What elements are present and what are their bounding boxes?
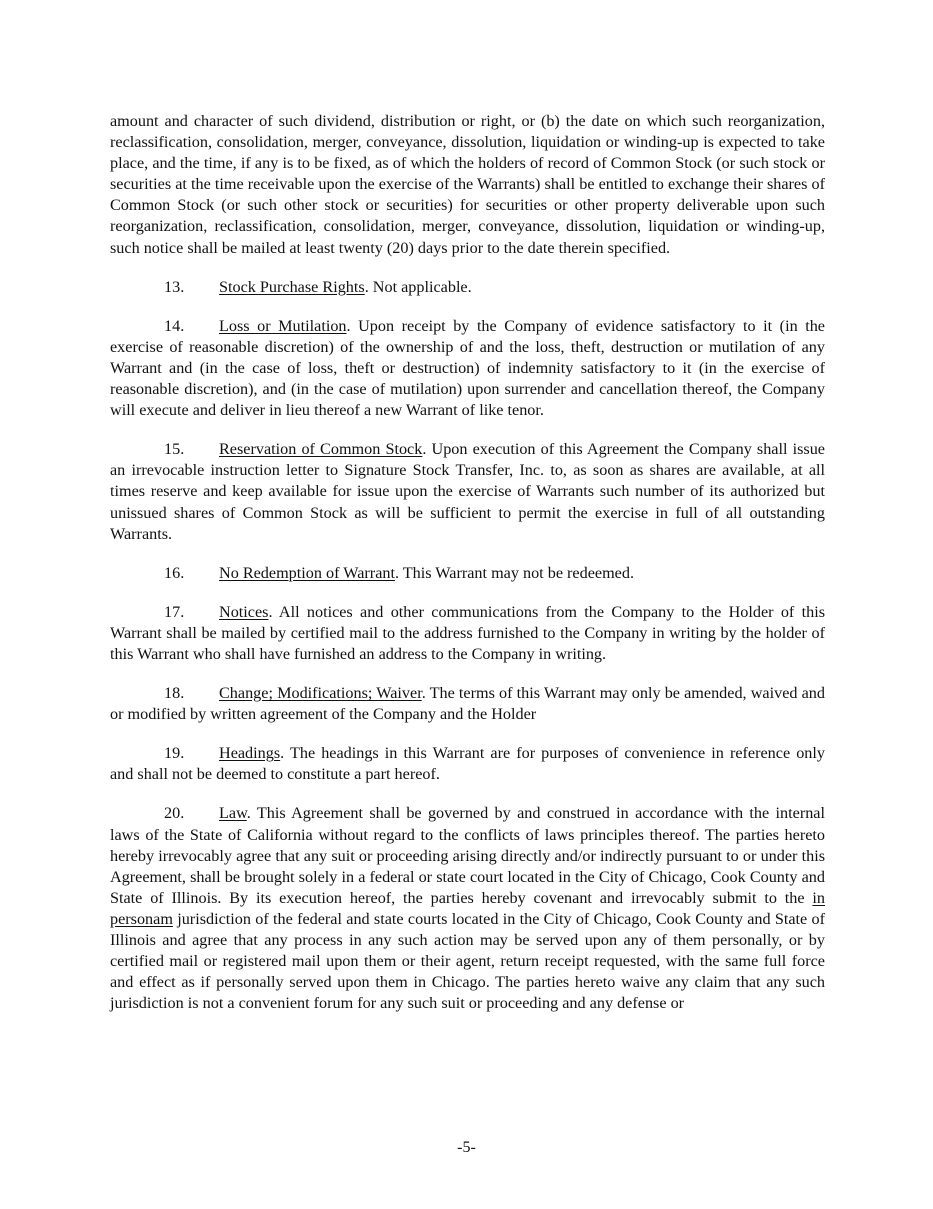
section-number: 14. [164, 316, 185, 335]
section-text: . The headings in this Warrant are for purposes of convenience in reference only and shall not be deemed to constitute a part hereof. [110, 744, 825, 784]
section-heading: Notices [219, 602, 269, 621]
section-20 [110, 803, 825, 1014]
document-body [110, 111, 825, 1032]
section-15 [110, 439, 825, 544]
section-number: 13. [164, 277, 185, 296]
section-number: 20. [164, 804, 185, 823]
section-text-after: jurisdiction of the federal and state courts located in the City of Chicago, Cook County and State of Illinois and agree that any process in any such action may be served upon any of them personally, or by certified mail or registered mail upon them or their agent, return receipt requested, with the same full force and effect as if personally served upon them in Chicago. The parties hereto waive any claim that any such jurisdiction is not a convenient forum for any such suit or proceeding and any defense or [110, 909, 825, 1013]
section-text: . Upon execution of this Agreement the Company shall issue an irrevocable instruction letter to Signature Stock Transfer, Inc. to, as soon as shares are available, at all times reserve and keep available for issue upon the exercise of Warrants such number of its authorized but unissued shares of Common Stock as will be sufficient to permit the exercise in full of all outstanding Warrants. [110, 440, 825, 543]
section-heading: Change; Modifications; Waiver [219, 684, 422, 703]
section-text: . Not applicable. [364, 277, 472, 296]
continuation-paragraph: amount and character of such dividend, distribution or right, or (b) the date on which such reorganization, reclassification, consolidation, merger, conveyance, dissolution, liquidation or winding-up is expected to take place, and the time, if any is to be fixed, as of which the holders of record of Common Stock (or such stock or securities at the time receivable upon the exercise of the Warrants) shall be entitled to exchange their shares of Common Stock (or such other stock or securities) for securities or other property deliverable upon such reorganization, reclassification, consolidation, merger, conveyance, dissolution, liquidation or winding-up, such notice shall be mailed at least twenty (20) days prior to the date therein specified. [110, 112, 825, 257]
section-number: 19. [164, 744, 185, 763]
section-heading: No Redemption of Warrant [219, 563, 395, 582]
section-number: 18. [164, 684, 185, 703]
section-text: . Upon receipt by the Company of evidence satisfactory to it (in the exercise of reasonable discretion) of the ownership of and the loss, theft, destruction or mutilation of any Warrant and (in the case of loss, theft or destruction) of indemnity satisfactory to it (in the exercise of reasonable discretion), and (in the case of mutilation) upon surrender and cancellation thereof, the Company will execute and deliver in lieu thereof a new Warrant of like tenor. [110, 316, 825, 420]
section-18 [110, 683, 825, 725]
section-13 [110, 277, 825, 298]
section-number: 17. [164, 602, 185, 621]
section-text: . The terms of this Warrant may only be amended, waived and or modified by written agreement of the Company and the Holder [110, 684, 825, 724]
section-heading: Stock Purchase Rights [219, 277, 365, 296]
in-personam-phrase: in personam [110, 888, 825, 928]
section-heading: Loss or Mutilation [219, 316, 347, 335]
section-19 [110, 743, 825, 785]
section-17 [110, 602, 825, 665]
section-text: . All notices and other communications from the Company to the Holder of this Warrant shall be mailed by certified mail to the address furnished to the Company in writing by the holder of this Warrant who shall have furnished an address to the Company in writing. [110, 602, 825, 663]
section-number: 16. [164, 563, 185, 582]
section-text: . This Warrant may not be redeemed. [394, 563, 635, 582]
section-text-before: . This Agreement shall be governed by and construed in accordance with the internal laws of the State of California without regard to the conflicts of laws principles thereof. The parties hereto hereby irrevocably agree that any suit or proceeding arising directly and/or indirectly pursuant to or under this Agreement, shall be brought solely in a federal or state court located in the City of Chicago, Cook County and State of Illinois. By its execution hereof, the parties hereby covenant and irrevocably submit to the [110, 804, 825, 907]
page-number: -5- [457, 1139, 476, 1156]
section-16 [110, 563, 825, 584]
section-14 [110, 316, 825, 421]
section-heading: Law [219, 804, 247, 823]
section-heading: Reservation of Common Stock [219, 440, 423, 459]
section-heading: Headings [219, 744, 281, 763]
section-number: 15. [164, 440, 185, 459]
